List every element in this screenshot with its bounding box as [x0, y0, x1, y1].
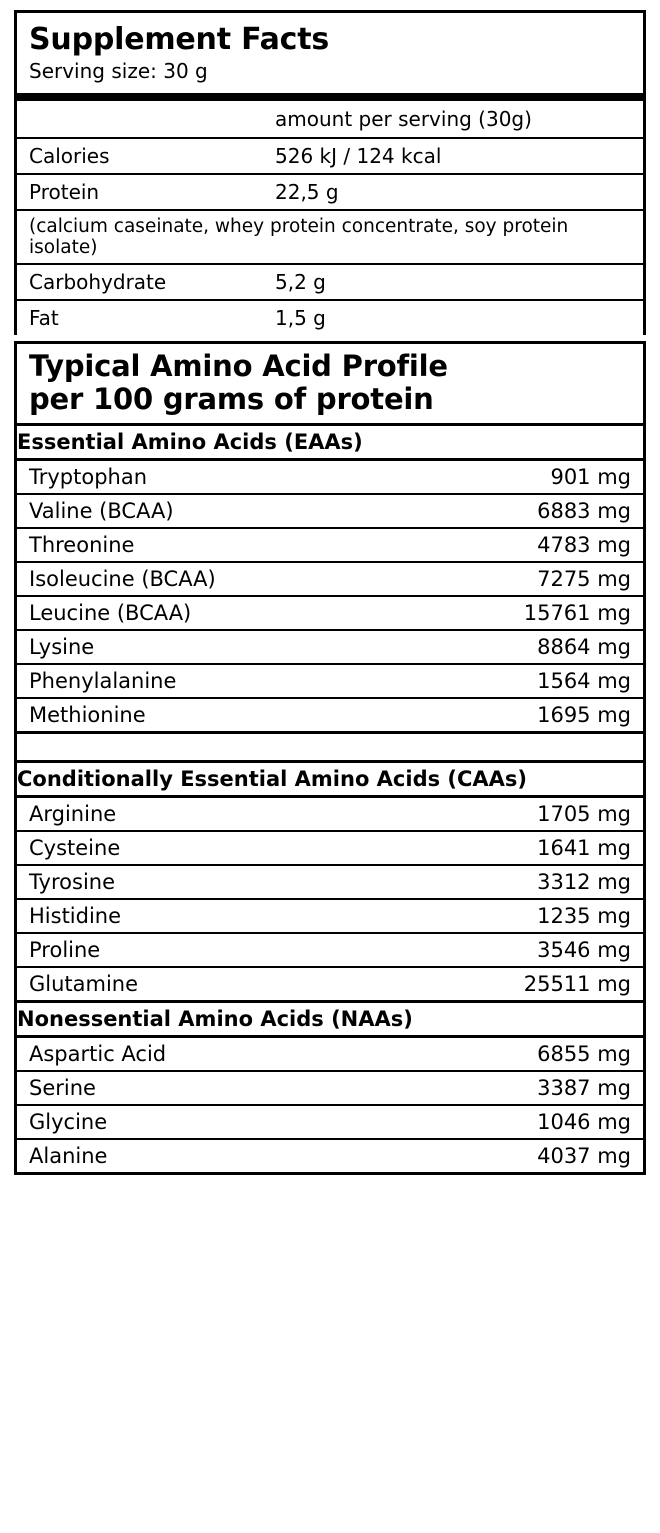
amino-value: 4037 mg [408, 1139, 643, 1172]
nutrient-value: 1,5 g [269, 300, 643, 335]
amino-name: Lysine [17, 630, 408, 664]
nutrient-name: Calories [17, 138, 269, 174]
amino-name: Glutamine [17, 967, 408, 1002]
amino-name: Cysteine [17, 831, 408, 865]
amino-name: Leucine (BCAA) [17, 596, 408, 630]
amino-name: Glycine [17, 1105, 408, 1139]
amino-name: Valine (BCAA) [17, 494, 408, 528]
amino-profile-title-line1: Typical Amino Acid Profile [29, 348, 448, 383]
table-row [17, 933, 643, 967]
table-row [17, 698, 643, 733]
group-heading-row [17, 424, 643, 459]
amino-name: Phenylalanine [17, 664, 408, 698]
amino-value: 3312 mg [408, 865, 643, 899]
amino-acid-profile-panel [14, 341, 646, 1175]
amino-name: Isoleucine (BCAA) [17, 562, 408, 596]
table-row [17, 796, 643, 831]
amino-profile-title [17, 344, 643, 423]
amino-name: Proline [17, 933, 408, 967]
table-row [17, 174, 643, 210]
amino-name: Alanine [17, 1139, 408, 1172]
amino-value: 901 mg [550, 464, 631, 489]
group-heading-row [17, 1001, 643, 1036]
amino-name: Threonine [17, 528, 408, 562]
serving-size-text: Serving size: 30 g [29, 58, 208, 83]
amino-value: 1564 mg [408, 664, 643, 698]
table-row [17, 300, 643, 335]
nutrition-header-blank [17, 101, 269, 138]
amino-value: 1641 mg [408, 831, 643, 865]
table-row [17, 865, 643, 899]
section-spacer [17, 732, 643, 761]
amino-name: Arginine [29, 801, 117, 826]
amino-name: Histidine [17, 899, 408, 933]
supplement-facts-panel [14, 10, 646, 335]
nutrition-header-row [17, 101, 643, 138]
table-row [17, 967, 643, 1002]
table-row [17, 562, 643, 596]
group-heading-row [17, 761, 643, 796]
table-row [17, 459, 643, 494]
table-row [17, 664, 643, 698]
group-heading-naa: Nonessential Amino Acids (NAAs) [17, 1001, 643, 1036]
amino-value: 15761 mg [408, 596, 643, 630]
divider-thick [17, 93, 643, 101]
amino-name: Tryptophan [29, 464, 148, 489]
amino-value: 7275 mg [408, 562, 643, 596]
nutrient-value: 5,2 g [269, 264, 643, 300]
amino-name: Aspartic Acid [29, 1041, 167, 1066]
group-heading-caa: Conditionally Essential Amino Acids (CAAs) [17, 761, 643, 796]
nutrient-value: 526 kJ / 124 kcal [269, 138, 643, 174]
table-row [17, 596, 643, 630]
table-row [17, 831, 643, 865]
amino-profile-title-line2: per 100 grams of protein [29, 382, 434, 417]
table-row [17, 138, 643, 174]
table-row [17, 1139, 643, 1172]
nutrition-header-amount: amount per serving (30g) [275, 106, 532, 131]
amino-value: 6855 mg [537, 1041, 631, 1066]
group-heading-eaa: Essential Amino Acids (EAAs) [17, 424, 643, 459]
table-row [17, 264, 643, 300]
nutrient-name: Fat [17, 300, 269, 335]
amino-value: 1695 mg [408, 698, 643, 733]
table-row [17, 1071, 643, 1105]
amino-value: 3387 mg [408, 1071, 643, 1105]
amino-name: Tyrosine [17, 865, 408, 899]
table-row [17, 1105, 643, 1139]
table-row [17, 494, 643, 528]
table-row [17, 1036, 643, 1071]
table-row [17, 528, 643, 562]
amino-value: 1046 mg [408, 1105, 643, 1139]
amino-acid-table [17, 423, 643, 1172]
amino-value: 3546 mg [408, 933, 643, 967]
amino-name: Methionine [17, 698, 408, 733]
amino-value: 6883 mg [408, 494, 643, 528]
nutrient-name: Carbohydrate [17, 264, 269, 300]
amino-value: 25511 mg [408, 967, 643, 1002]
nutrition-table [17, 101, 643, 335]
protein-source-note: (calcium caseinate, whey protein concentrate, soy protein isolate) [17, 210, 643, 264]
amino-value: 8864 mg [408, 630, 643, 664]
nutrient-name: Protein [17, 174, 269, 210]
table-row [17, 899, 643, 933]
protein-source-note-row [17, 210, 643, 264]
amino-value: 4783 mg [408, 528, 643, 562]
table-row [17, 630, 643, 664]
supplement-facts-title: Supplement Facts [29, 22, 330, 57]
amino-value: 1235 mg [408, 899, 643, 933]
amino-value: 1705 mg [537, 801, 631, 826]
amino-name: Serine [17, 1071, 408, 1105]
nutrient-value: 22,5 g [269, 174, 643, 210]
